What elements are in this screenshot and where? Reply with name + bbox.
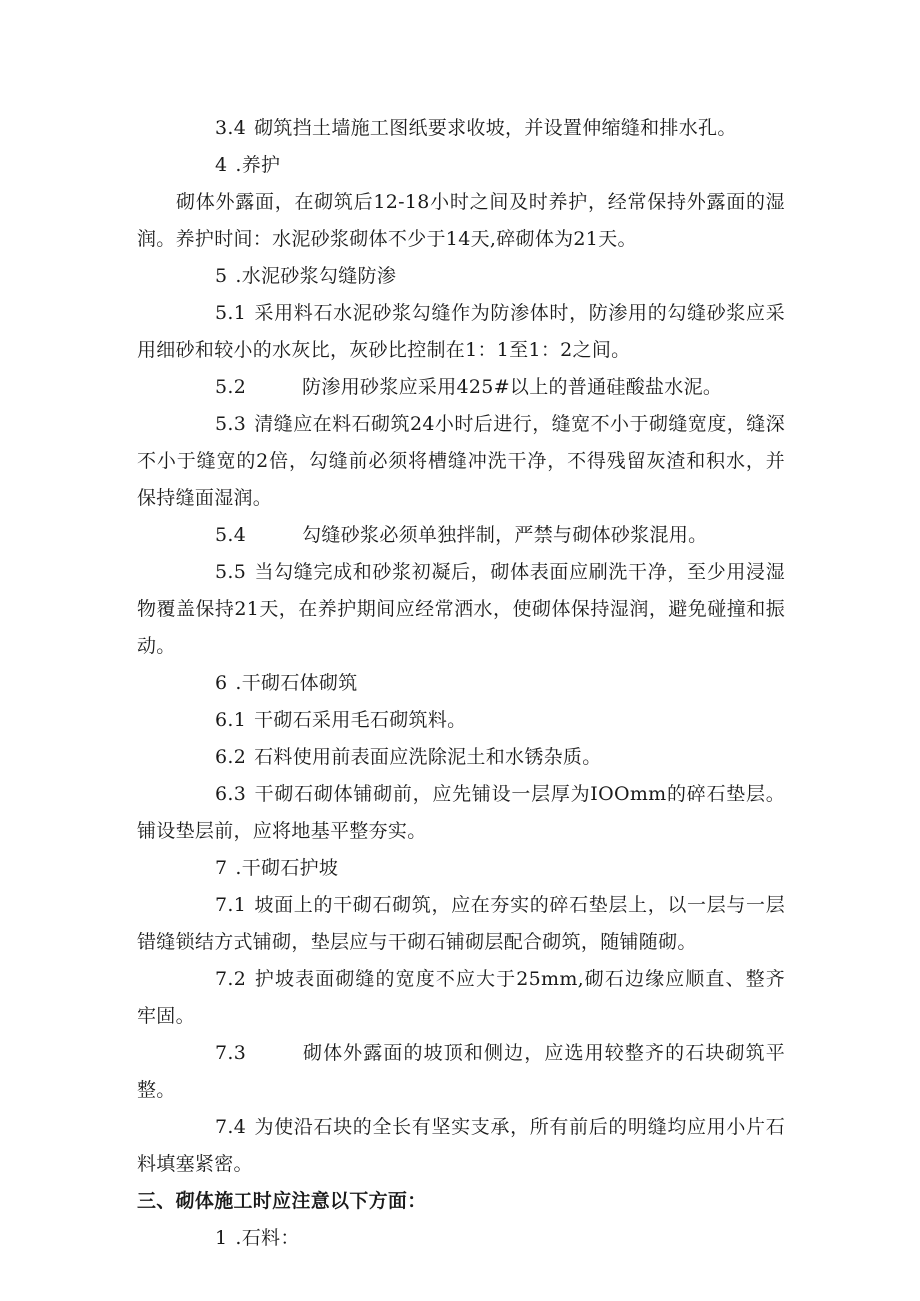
paragraph-text: 干砌石采用毛石砌筑料。 — [254, 709, 467, 731]
item-number: 7.3 — [215, 1042, 247, 1064]
paragraph — [137, 1035, 785, 1109]
paragraph-text: 石料使用前表面应洗除泥土和水锈杂质。 — [254, 746, 602, 768]
item-number: 4 — [215, 154, 228, 176]
section-heading — [137, 1220, 785, 1257]
section-heading — [137, 147, 785, 184]
paragraph-text: 清缝应在料石砌筑24小时后进行，缝宽不小于砌缝宽度，缝深不小于缝宽的2倍，勾缝前必须将槽缝冲洗干净，不得残留灰渣和积水，并保持缝面湿润。 — [137, 413, 785, 509]
item-number: 6.2 — [215, 746, 247, 768]
item-number: 7 — [215, 857, 228, 879]
item-number: 5.4 — [215, 524, 247, 546]
item-number: 5.3 — [215, 413, 247, 435]
paragraph — [137, 295, 785, 369]
section-heading — [137, 258, 785, 295]
item-number: 7.2 — [215, 968, 247, 990]
paragraph — [137, 110, 785, 147]
paragraph-text: 为使沿石块的全长有坚实支承，所有前后的明缝均应用小片石料填塞紧密。 — [137, 1116, 785, 1175]
item-number: 7.1 — [215, 894, 247, 916]
paragraph-text: 坡面上的干砌石砌筑，应在夯实的碎石垫层上，以一层与一层错缝锁结方式铺砌，垫层应与干砌石铺砌层配合砌筑，随铺随砌。 — [137, 894, 785, 953]
paragraph — [137, 887, 785, 961]
paragraph — [137, 1109, 785, 1183]
section-heading — [137, 665, 785, 702]
item-number: 5.1 — [215, 302, 247, 324]
paragraph-text: 勾缝砂浆必须单独拌制，严禁与砌体砂浆混用。 — [302, 524, 708, 546]
item-number: 5 — [215, 265, 228, 287]
paragraph-text: .石料： — [235, 1227, 300, 1249]
item-number: 6.1 — [215, 709, 247, 731]
chapter-heading — [137, 1183, 785, 1220]
paragraph — [137, 702, 785, 739]
paragraph — [137, 961, 785, 1035]
item-number: 6.3 — [215, 783, 247, 805]
paragraph-text: .干砌石体砌筑 — [235, 672, 358, 694]
item-number: 6 — [215, 672, 228, 694]
item-number: 5.5 — [215, 561, 247, 583]
item-number: 5.2 — [215, 376, 247, 398]
paragraph — [137, 554, 785, 665]
paragraph-text: 采用料石水泥砂浆勾缝作为防渗体时，防渗用的勾缝砂浆应采用细砂和较小的水灰比，灰砂比控制在1：1至1：2之间。 — [137, 302, 785, 361]
paragraph-text: 当勾缝完成和砂浆初凝后，砌体表面应刷洗干净，至少用浸湿物覆盖保持21天，在养护期间应经常洒水，使砌体保持湿润，避免碰撞和振动。 — [137, 561, 785, 657]
paragraph-text: .水泥砂浆勾缝防渗 — [235, 265, 397, 287]
paragraph-text: 干砌石砌体铺砌前，应先铺设一层厚为IOOmm的碎石垫层。铺设垫层前，应将地基平整夯实。 — [137, 783, 785, 842]
item-number: 1 — [215, 1227, 228, 1249]
paragraph — [137, 369, 785, 406]
paragraph — [137, 184, 785, 258]
paragraph-text: .干砌石护坡 — [235, 857, 339, 879]
paragraph-text: 砌体外露面，在砌筑后12-18小时之间及时养护，经常保持外露面的湿润。养护时间：水泥砂浆砌体不少于14天,碎砌体为21天。 — [137, 191, 785, 250]
paragraph-text: 砌体外露面的坡顶和侧边，应选用较整齐的石块砌筑平整。 — [137, 1042, 785, 1101]
document-page — [137, 110, 785, 1257]
paragraph — [137, 776, 785, 850]
paragraph-text: 三、砌体施工时应注意以下方面： — [137, 1190, 427, 1212]
paragraph-text: 护坡表面砌缝的宽度不应大于25mm,砌石边缘应顺直、整齐牢固。 — [137, 968, 785, 1027]
paragraph — [137, 517, 785, 554]
paragraph — [137, 406, 785, 517]
item-number: 7.4 — [215, 1116, 247, 1138]
paragraph-text: 防渗用砂浆应采用425#以上的普通硅酸盐水泥。 — [302, 376, 723, 398]
paragraph-text: .养护 — [235, 154, 281, 176]
paragraph — [137, 739, 785, 776]
paragraph-text: 砌筑挡土墙施工图纸要求收坡，并设置伸缩缝和排水孔。 — [254, 117, 737, 139]
section-heading — [137, 850, 785, 887]
item-number: 3.4 — [215, 117, 247, 139]
